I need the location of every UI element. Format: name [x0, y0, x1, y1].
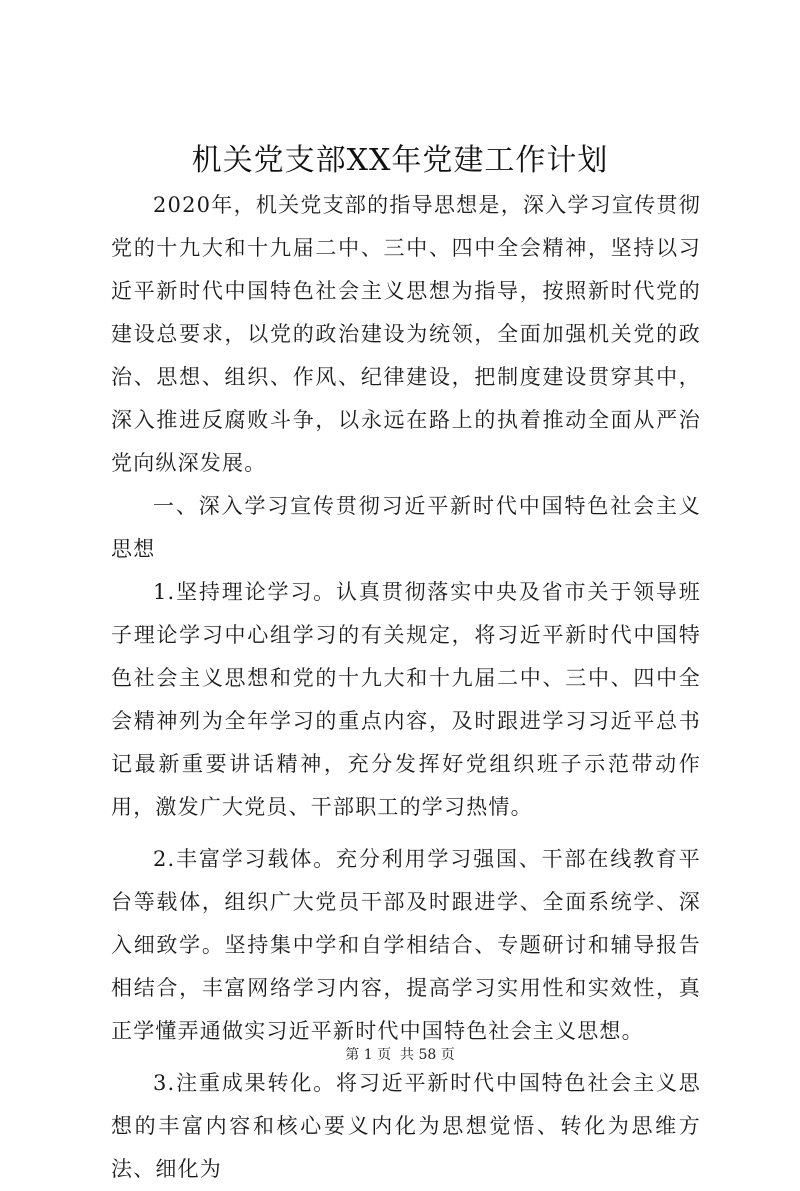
paragraph-intro: 2020年，机关党支部的指导思想是，深入学习宣传贯彻党的十九大和十九届二中、三中、四中全会精神，坚持以习近平新时代中国特色社会主义思想为指导，按照新时代党的建设总要求，以党的政治建设为统领，全面加强机关党的政治、思想、组织、作风、纪律建设，把制度建设贯穿其中，深入推进反腐败斗争，以永远在路上的执着推动全面从严治党向纵深发展。 [111, 193, 701, 475]
page-number-label: 第 1 页 共 58 页 [345, 1047, 455, 1063]
section-heading-1: 一、深入学习宣传贯彻习近平新时代中国特色社会主义思想 [111, 494, 701, 561]
paragraph-item-1: 1.坚持理论学习。认真贯彻落实中央及省市关于领导班子理论学习中心组学习的有关规定，将习近平新时代中国特色社会主义思想和党的十九大和十九届二中、三中、四中全会精神列为全年学习的重点内容，及时跟进学习习近平总书记最新重要讲话精神，充分发挥好党组织班子示范带动作用，激发广大党员、干部职工的学习热情。 [111, 580, 701, 819]
document-title: 机关党支部XX年党建工作计划 [191, 143, 609, 178]
paragraph-item-3: 3.注重成果转化。将习近平新时代中国特色社会主义思想的丰富内容和核心要义内化为思想觉悟、转化为思维方法、细化为 [111, 1071, 701, 1181]
paragraph-item-2: 2.丰富学习载体。充分利用学习强国、干部在线教育平台等载体，组织广大党员干部及时跟进学、全面系统学、深入细致学。坚持集中学和自学相结合、专题研讨和辅导报告相结合，丰富网络学习内容，提高学习实用性和实效性，真正学懂弄通做实习近平新时代中国特色社会主义思想。 [111, 847, 701, 1043]
document-body [111, 184, 701, 1191]
page-footer [0, 1045, 800, 1065]
